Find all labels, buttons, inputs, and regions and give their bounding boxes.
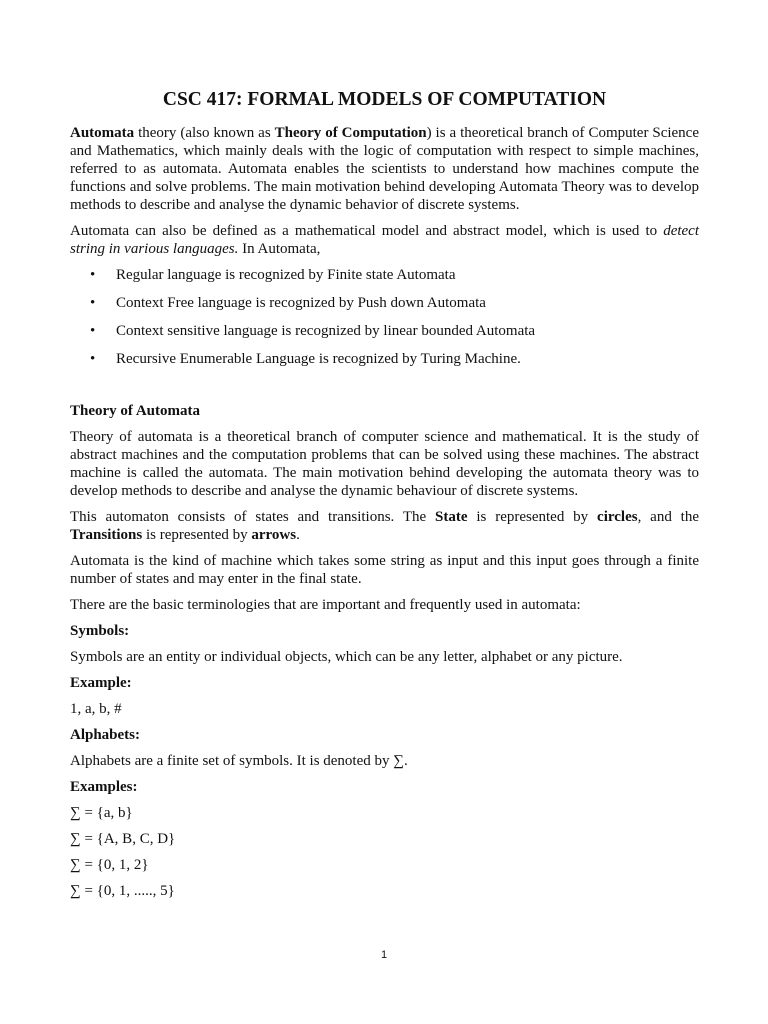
page-number: 1 [380,949,388,961]
list-item: • Context Free language is recognized by Push down Automata [70,294,699,322]
alphabet-example: ∑ = {a, b} [70,805,133,821]
theory-paragraph-4: There are the basic terminologies that are important and frequently used in automata: [70,597,581,613]
intro-bold-automata: Automata [70,125,135,141]
theory-heading: Theory of Automata [70,403,200,419]
symbols-example-heading: Example: [70,675,132,691]
intro-paragraph: Automata theory (also known as Theory of Computation) is a theoretical branch of Computer Science and Mathematics, which mainly deals with the logic of computation with respect to simple machines, referred to as automata. Automata enables the scientists to understand how machines compute the functions and solve problems. The main motivation behind developing Automata Theory was to develop methods to describe and analyse the dynamic behavior of discrete systems. [70,125,700,213]
language-list [70,266,699,378]
list-item: • Recursive Enumerable Language is recognized by Turing Machine. [70,350,699,378]
list-item: • Regular language is recognized by Finite state Automata [70,266,699,294]
alphabet-example: ∑ = {A, B, C, D} [70,831,176,847]
theory-paragraph-1: Theory of automata is a theoretical branch of computer science and mathematical. It is the study of abstract machines and the computation problems that can be solved using these machines. The abstract machine is called the automata. The main motivation behind developing the automata theory was to develop methods to describe and analyse the dynamic behaviour of discrete systems. [70,429,699,499]
alphabets-examples-heading: Examples: [70,779,138,795]
alphabets-heading: Alphabets: [70,727,141,743]
alphabets-text: Alphabets are a finite set of symbols. It is denoted by ∑. [70,753,408,769]
symbols-text: Symbols are an entity or individual objects, which can be any letter, alphabet or any picture. [70,649,623,665]
alphabet-example: ∑ = {0, 1, ....., 5} [70,883,175,899]
symbols-heading: Symbols: [70,623,130,639]
intro-bold-toc: Theory of Computation [274,125,427,141]
symbols-example: 1, a, b, # [70,701,122,717]
list-item: • Context sensitive language is recognized by linear bounded Automata [70,322,699,350]
alphabet-example: ∑ = {0, 1, 2} [70,857,149,873]
document-page [70,88,699,908]
page-title: CSC 417: FORMAL MODELS OF COMPUTATION [162,89,607,110]
definition-italic: detect string in various languages. [70,223,699,257]
definition-paragraph: Automata can also be defined as a mathematical model and abstract model, which is used to detect string in various languages. In Automata, [70,223,699,257]
theory-paragraph-3: Automata is the kind of machine which takes some string as input and this input goes through a finite number of states and may enter in the final state. [70,553,699,587]
theory-paragraph-2: This automaton consists of states and transitions. The State is represented by circles, and the Transitions is represented by arrows. [70,509,699,543]
